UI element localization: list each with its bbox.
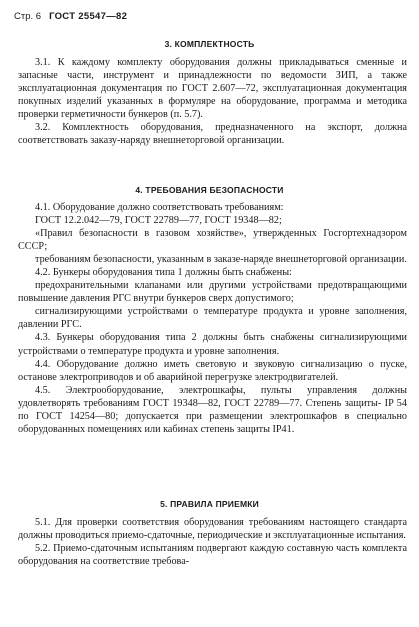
section-3-heading: 3. КОМПЛЕКТНОСТЬ: [164, 39, 255, 49]
paragraph: 4.2. Бункеры оборудования типа 1 должны быть снабжены:: [35, 267, 292, 279]
paragraph: 4.1. Оборудование должно соответствовать требованиям:: [35, 202, 284, 213]
paragraph: сигнализирующими устройствами о температуре продукта и уровне заполнения, давлении РГС.: [18, 306, 407, 331]
standard-number: ГОСТ 25547—82: [49, 11, 128, 22]
section-5-body: [18, 516, 407, 568]
paragraph: предохранительными клапанами или другими устройствами предотвращающими повышение давления РГС внутри бункеров сверх допустимого;: [18, 280, 407, 305]
paragraph: 3.2. Комплектность оборудования, предназначенного на экспорт, должна соответствовать заказу-наряду внешнеторговой организации.: [18, 122, 407, 147]
paragraph: 3.1. К каждому комплекту оборудования должны прикладываться сменные и запасные части, инструмент и принадлежности по ведомости ЗИП, а также эксплуатационная документация по ГОСТ 2.607—72, эксплуатационная документация покупных изделий указанных в формуляре на оборудование, программа и методика проверки герметичности бункеров (п. 5.7).: [18, 57, 407, 121]
paragraph: ГОСТ 12.2.042—79, ГОСТ 22789—77, ГОСТ 19348—82;: [35, 215, 282, 227]
paragraph: 5.1. Для проверки соответствия оборудования требованиям настоящего стандарта должны проводиться приемо-сдаточные, периодические и эксплуатационные испытания.: [18, 517, 407, 542]
paragraph: 4.4. Оборудование должно иметь световую и звуковую сигнализацию о пуске, останове электроприводов и об аварийной перегрузке электродвигателей.: [18, 358, 407, 383]
page-header: [14, 10, 214, 24]
paragraph: 4.3. Бункеры оборудования типа 2 должны быть снабжены сигнализирующими устройствами о температуре продукта и уровне заполнения.: [18, 332, 407, 357]
page-number: Стр. 6: [14, 11, 42, 22]
paragraph: 5.2. Приемо-сдаточным испытаниям подвергают каждую составную часть комплекта оборудования на соответствие требова-: [18, 543, 407, 568]
section-4-body: [18, 201, 407, 436]
section-4-heading: 4. ТРЕБОВАНИЯ БЕЗОПАСНОСТИ: [135, 185, 284, 195]
paragraph: требованиям безопасности, указанным в заказе-наряде внешнеторговой организации.: [35, 254, 407, 266]
section-5-heading: 5. ПРАВИЛА ПРИЕМКИ: [160, 499, 259, 509]
section-3-body: [18, 56, 407, 147]
paragraph: 4.5. Электрооборудование, электрошкафы, пульты управления должны удовлетворять требованиям ГОСТ 19348—82, ГОСТ 22789—77. Степень защиты- IP 54 по ГОСТ 14254—80; допускается при размещении электрошкафов в специально оборудованных помещениях или кабинах степень защиты IP41.: [18, 384, 407, 435]
paragraph: «Правил безопасности в газовом хозяйстве», утвержденных Госгортехнадзором СССР;: [18, 228, 407, 253]
